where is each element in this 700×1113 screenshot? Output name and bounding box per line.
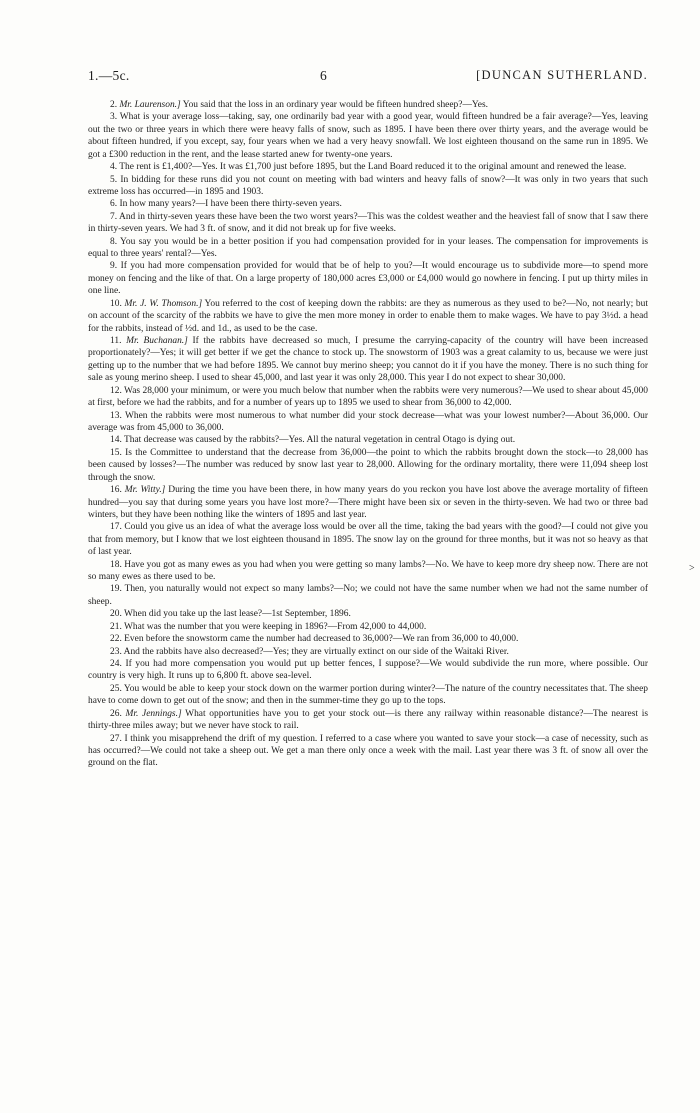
question-number: 6. (110, 199, 118, 210)
page-number: 6 (320, 68, 328, 83)
question-answer-text: Is the Committee to understand that the decrease from 36,000—the point to which the rabbits brought down the stock—to 28,000 has been caused by losses?—The number was reduced by snow last year to 28,000. Allowing for the ordinary mortality, there were 11,094 sheep lost through the snow. (88, 447, 649, 483)
question-answer-text: If the rabbits have decreased so much, I presume the carrying-capacity of the country will have been increased proportionately?—Yes; it will get better if we get the chance to stock up. The snowstorm of 1903 was a great calamity to us, because we were just getting up to the number that we had before 1895. We cannot buy merino sheep; you cannot do it if you have the money. There is no such thing for sale as young merino sheep. I used to shear 45,000, and last year it was only 28,000. This year I do not expect to shear 30,000. (88, 336, 648, 384)
question-answer-text: During the time you have been there, in how many years do you reckon you have lost above the average mortality of fifteen hundred—you say that during some years you have lost more?—There might have been six or seven in the thirty-seven. We had two or three bad winters, but they have been nothing like the winters of 1895 and last year. (88, 485, 648, 520)
testimony-paragraph (88, 385, 648, 410)
question-answer-text: The rent is £1,400?—Yes. It was £1,700 just before 1895, but the Land Board reduced it to the original amount and renewed the lease. (119, 162, 627, 173)
question-answer-text: Have you got as many ewes as you had when you were getting so many lambs?—No. We have to keep more dry sheep now. There are not so many ewes as there used to be. (88, 559, 648, 583)
question-number: 14. (110, 435, 122, 446)
question-number: 27. (110, 733, 122, 744)
question-number: 4. (110, 162, 118, 173)
question-answer-text: If you had more compensation you would put up better fences, I suppose?—We would subdivide the run more, where possible. Our country is very high. It runs up to 6,800 ft. above sea-level. (88, 658, 648, 682)
question-answer-text: What was the number that you were keeping in 1896?—From 42,000 to 44,000. (124, 621, 427, 632)
testimony-paragraph (88, 298, 648, 335)
testimony-paragraph (88, 683, 648, 708)
testimony-paragraph (88, 236, 648, 261)
question-answer-text: What opportunities have you to get your stock out—is there any railway within reasonable distance?—The nearest is thirty-three miles away; but we never have stock to rail. (88, 708, 648, 732)
question-number: 19. (110, 584, 122, 595)
question-answer-text: Was 28,000 your minimum, or were you much below that number when the rabbits were very numerous?—We used to shear about 45,000 at first, before we had the rabbits, and for a number of years up to 1895 we used to shear from 36,000 to 42,000. (88, 385, 648, 409)
question-number: 15. (110, 447, 122, 458)
question-answer-text: I think you misapprehend the drift of my question. I referred to a case where you wanted to save your stock—a case of necessity, such as has occurred?—We could not take a sheep out. We get a man there only once a week with the mail. Last year there was 3 ft. of snow all over the ground on the flat. (88, 733, 649, 769)
testimony-paragraph (88, 211, 648, 236)
question-number: 22. (110, 634, 122, 645)
testimony-paragraph (88, 633, 648, 645)
testimony-paragraph (88, 447, 648, 484)
question-number: 18. (110, 559, 122, 570)
question-number: 21. (110, 621, 122, 632)
testimony-paragraph (88, 608, 648, 620)
question-number: 20. (110, 609, 122, 620)
testimony-paragraph (88, 111, 648, 161)
testimony-paragraph (88, 658, 648, 683)
question-number: 24. (110, 658, 122, 669)
question-answer-text: When the rabbits were most numerous to what number did your stock decrease—what was your lowest number?—About 36,000. Our average was from 45,000 to 36,000. (88, 410, 648, 433)
question-number: 3. (110, 112, 118, 123)
testimony-paragraph (88, 410, 648, 435)
question-number: 8. (110, 236, 118, 247)
question-number: 12. (110, 385, 122, 396)
testimony-paragraph (88, 335, 648, 385)
testimony-paragraph (88, 434, 648, 446)
question-answer-text: What is your average loss—taking, say, one ordinarily bad year with a good year, would fifteen hundred be a fair average?—Yes, leaving out the two or three years in which there were heavy falls of snow, such as 1895. I have been there over thirty years, and the average would be about fifteen hundred, if you except, say, four years when we had a very heavy snowfall. We lost eighteen thousand on the same run in 1895. We got a £300 reduction in the rent, and the lease started anew for twenty-one years. (88, 112, 648, 160)
question-number: 26. (110, 708, 122, 719)
question-answer-text: And the rabbits have also decreased?—Yes; they are virtually extinct on our side of the Waitaki River. (123, 646, 509, 657)
question-answer-text: And in thirty-seven years these have been the two worst years?—This was the coldest weather and the heaviest fall of snow that I saw there in thirty-seven years. We had 3 ft. of snow, and it did not break up for five weeks. (88, 211, 649, 235)
question-number: 16. (110, 485, 122, 496)
question-answer-text: Even before the snowstorm came the number had decreased to 36,000?—We ran from 36,000 to 40,000. (124, 634, 519, 645)
testimony-paragraph (88, 708, 648, 733)
question-answer-text: That decrease was caused by the rabbits?—Yes. All the natural vegetation in central Otago is dying out. (124, 435, 516, 446)
speaker-name: Mr. Laurenson.] (119, 100, 181, 110)
question-answer-text: In how many years?—I have been there thirty-seven years. (119, 199, 342, 210)
testimony-paragraph (88, 646, 648, 658)
testimony-paragraph (88, 484, 648, 521)
page-header (88, 68, 648, 92)
question-answer-text: You would be able to keep your stock down on the warmer portion during winter?—The nature of the country necessitates that. The sheep have to come down to get out of the snow; and then in the summer-time they go up to the tops. (88, 683, 648, 707)
question-answer-text: Then, you naturally would not expect so many lambs?—No; we could not have the same number when we had not the same number of sheep. (88, 584, 648, 607)
question-answer-text: You say you would be in a better position if you had compensation provided for in your leases. The compensation for improvements is equal to three years' rental?—Yes. (88, 236, 649, 260)
speaker-name: Mr. J. W. Thomson.] (124, 298, 203, 309)
question-number: 9. (110, 261, 118, 272)
question-number: 5. (110, 174, 118, 185)
testimony-paragraph (88, 733, 648, 770)
testimony-paragraph (88, 174, 648, 199)
question-number: 2. (110, 100, 118, 110)
question-number: 25. (110, 683, 122, 694)
document-reference: 1.—5c. (88, 68, 130, 83)
testimony-paragraph (88, 521, 648, 558)
question-answer-text: If you had more compensation provided for would that be of help to you?—It would encourage us to subdivide more—to spend more money on fencing and the like of that. On a large property of 180,000 acres £3,000 or £4,000 would go nowhere in fencing. I put up thirty miles in one line. (88, 261, 648, 297)
question-number: 23. (110, 646, 122, 657)
question-number: 11. (110, 336, 122, 347)
speaker-name: Mr. Jennings.] (125, 708, 182, 719)
question-answer-text: You said that the loss in an ordinary year would be fifteen hundred sheep?—Yes. (180, 100, 488, 110)
testimony-paragraph (88, 260, 648, 297)
question-number: 10. (110, 298, 122, 309)
question-answer-text: In bidding for these runs did you not count on meeting with bad winters and heavy falls of snow?—It was only in two years that such extreme loss has occurred—in 1895 and 1903. (88, 174, 648, 197)
margin-mark: > (689, 563, 695, 574)
testimony-paragraph (88, 583, 648, 608)
question-number: 7. (110, 211, 118, 222)
testimony-body (88, 99, 648, 770)
question-answer-text: Could you give us an idea of what the average loss would be over all the time, taking the bad years with the good?—I could not give you that from memory, but I know that we lost eighteen thousand in 1895. The snow lay on the ground for three months, but it was not so heavy as that of last year. (88, 522, 648, 558)
testimony-paragraph (88, 161, 648, 173)
question-number: 13. (110, 410, 122, 421)
speaker-name: Mr. Buchanan.] (126, 336, 188, 347)
question-number: 17. (110, 522, 122, 533)
witness-name: [DUNCAN SUTHERLAND. (476, 68, 648, 82)
testimony-paragraph (88, 621, 648, 633)
question-answer-text: When did you take up the last lease?—1st September, 1896. (124, 609, 351, 620)
speaker-name: Mr. Witty.] (124, 485, 166, 496)
testimony-paragraph (88, 559, 648, 584)
testimony-paragraph (88, 99, 648, 111)
question-answer-text: You referred to the cost of keeping down the rabbits: are they as numerous as they used to be?—No, not nearly; but on account of the scarcity of the rabbits we have to give the men more money in order to enable them to make wages. We have to pay 3½d. a head for the rabbits, instead of ½d. and 1d., as used to be the case. (88, 298, 648, 334)
testimony-paragraph (88, 198, 648, 210)
